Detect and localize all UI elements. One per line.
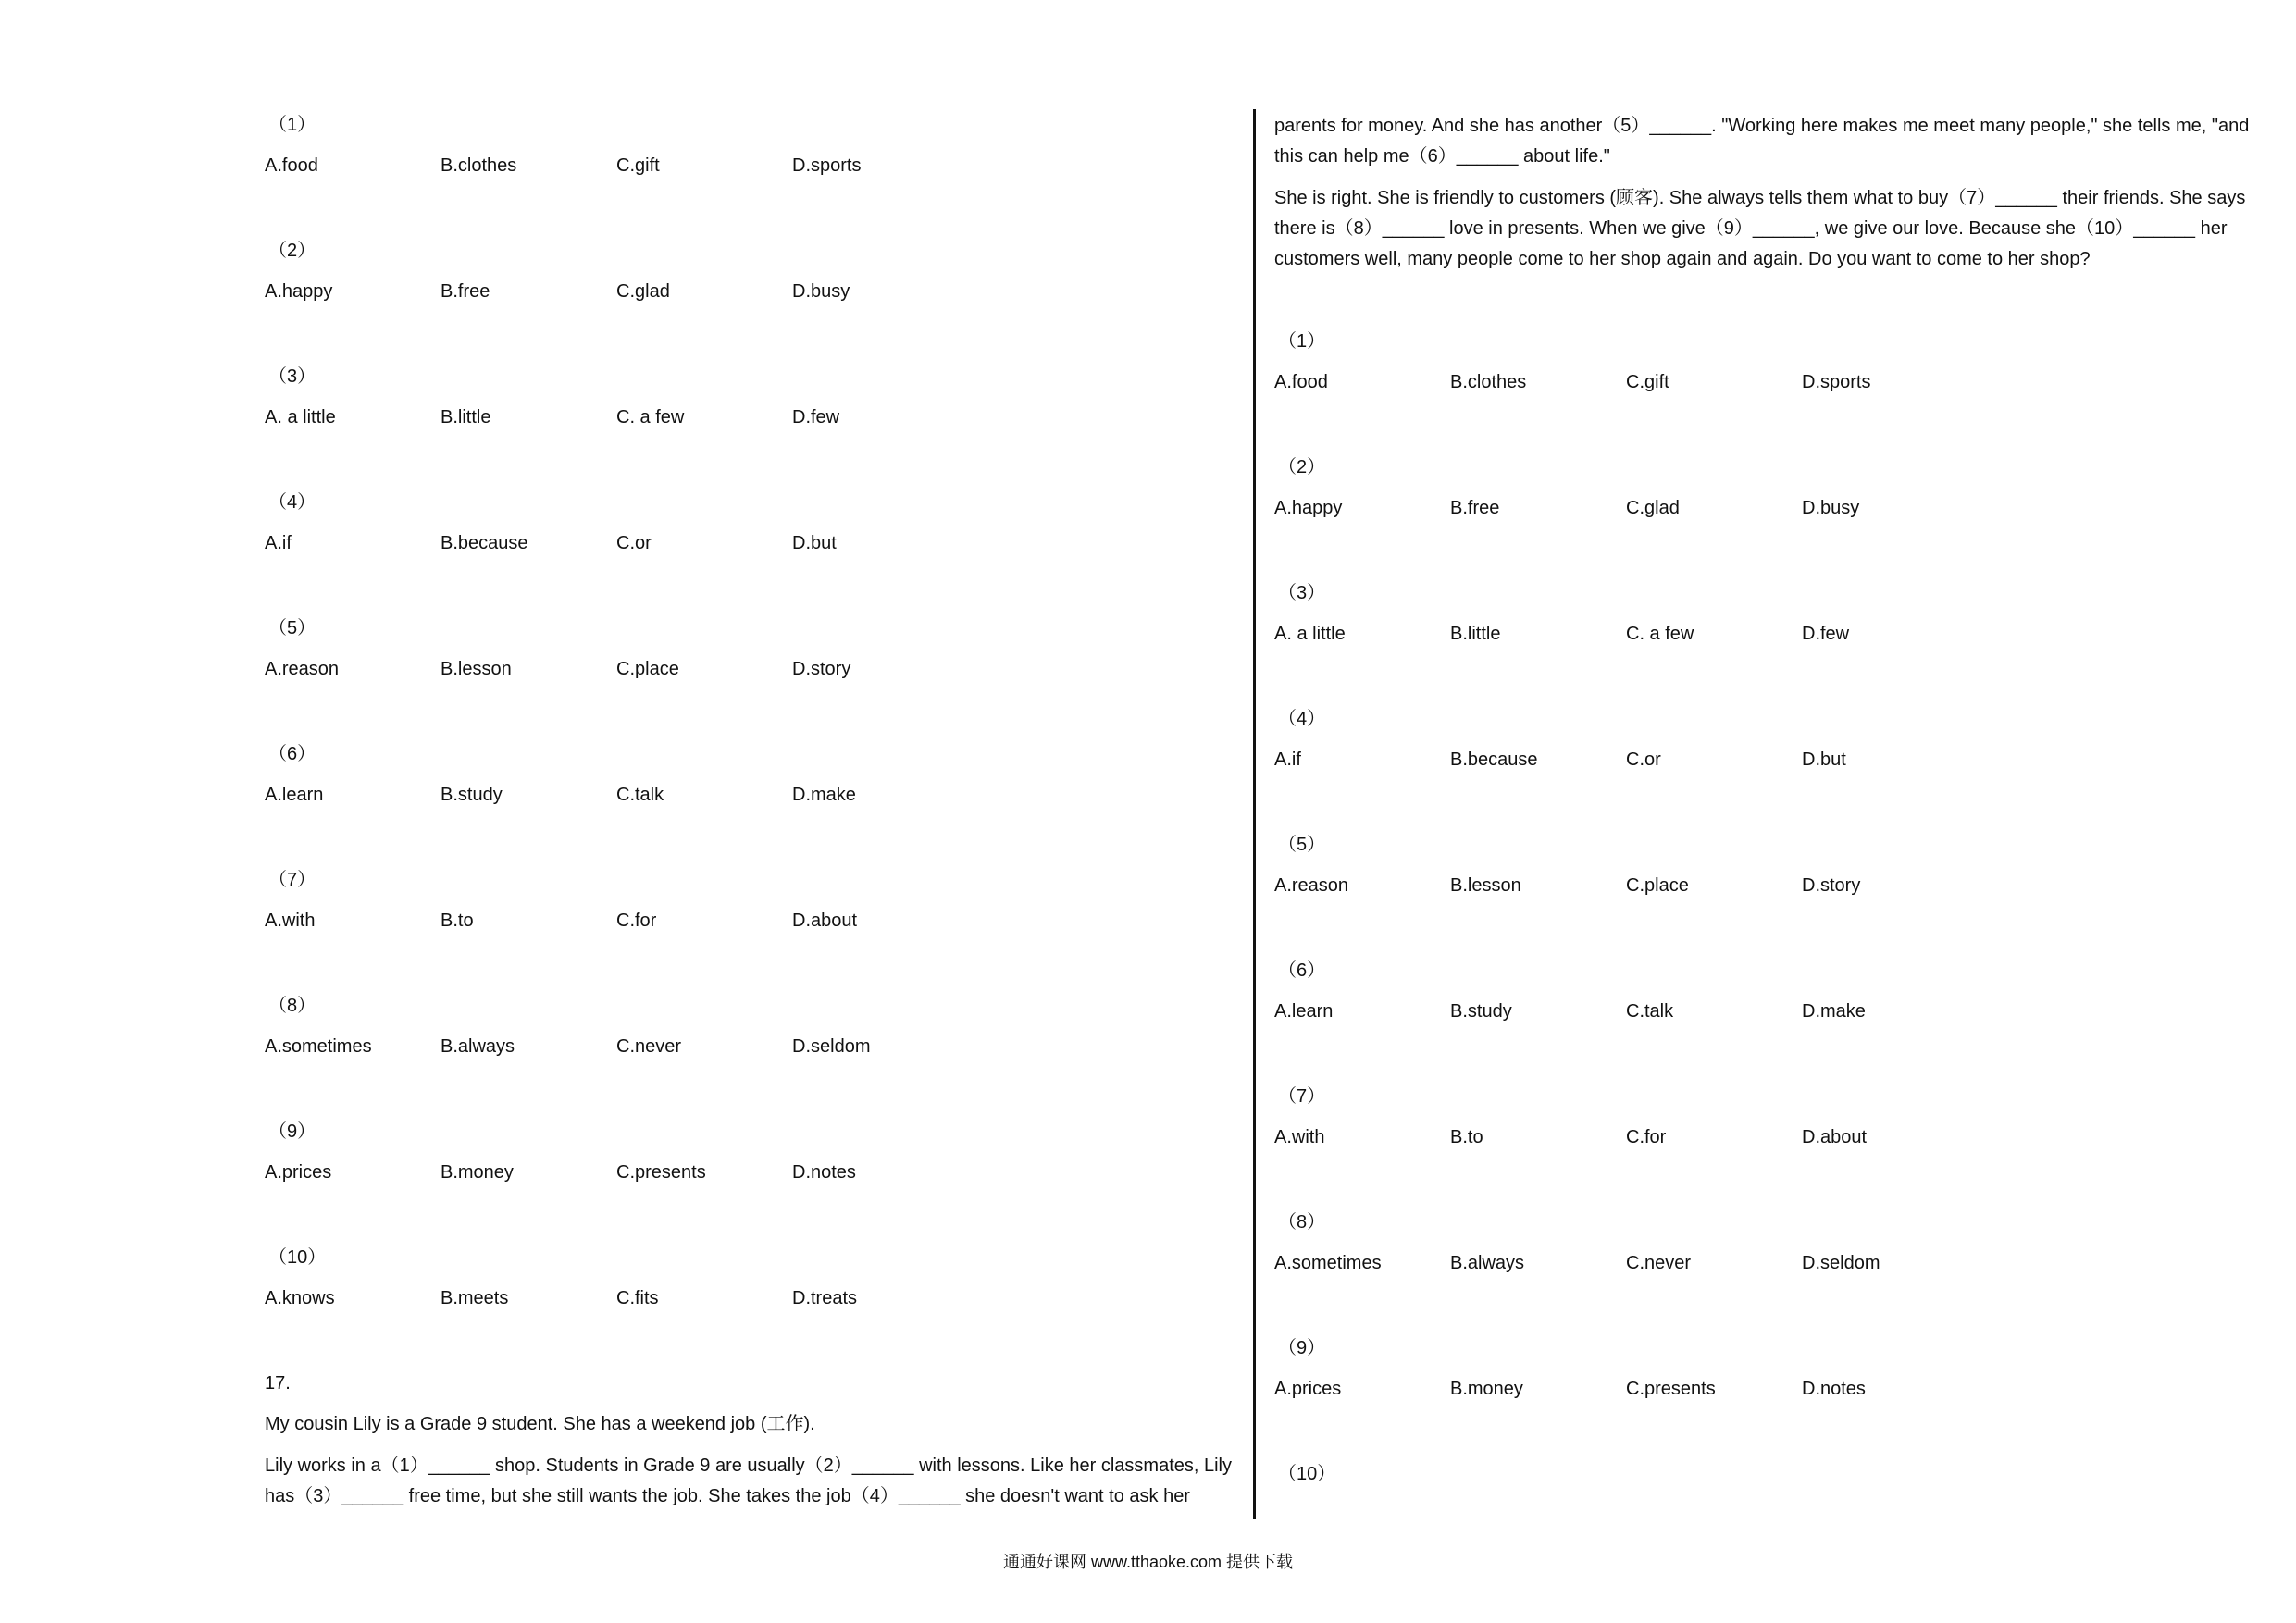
option-a: A.reason: [265, 659, 340, 679]
option-b: B.always: [1450, 1253, 1525, 1273]
question-number: （2）: [268, 241, 316, 261]
option-b: B.because: [1450, 750, 1538, 770]
passage-paragraph: She is right. She is friendly to customers (顾客). She always tells them what to buy（7）______ their friends. She says there is（8）______ love in presents. When we give（9）______, we give our love. Because she（10）______ her customers well, many people come to her shop again and again. Do you want to come to her shop?: [1274, 188, 2246, 269]
option-a: A.food: [265, 155, 318, 176]
question-block: [1274, 707, 2237, 781]
option-d: D.story: [1802, 875, 1861, 896]
question-number: （10）: [268, 1247, 327, 1268]
option-c: C.or: [616, 533, 652, 553]
option-d: D.but: [792, 533, 837, 553]
option-d: D.few: [1802, 624, 1850, 644]
question-17-label: 17.: [265, 1373, 291, 1394]
option-a: A.if: [1274, 750, 1301, 770]
option-d: D.notes: [1802, 1379, 1866, 1399]
option-d: D.sports: [1802, 372, 1871, 392]
question-number: （7）: [1278, 1086, 1326, 1107]
option-d: D.make: [1802, 1001, 1866, 1022]
option-c: C.for: [616, 911, 657, 931]
question-block: [1274, 959, 2237, 1033]
question-number: （9）: [1278, 1338, 1326, 1358]
option-b: B.to: [1450, 1127, 1483, 1147]
option-b: B.to: [441, 911, 474, 931]
option-a: A.prices: [265, 1162, 332, 1183]
option-b: B.because: [441, 533, 528, 553]
question-block: [265, 1120, 1227, 1194]
question-block: [265, 616, 1227, 690]
question-number: （9）: [268, 1121, 316, 1142]
question-block: [1274, 1336, 2237, 1410]
option-a: A. a little: [265, 407, 336, 427]
option-c: C.or: [1626, 750, 1661, 770]
option-a: A.happy: [265, 281, 333, 302]
question-number: （4）: [1278, 709, 1326, 729]
option-b: B.money: [1450, 1379, 1523, 1399]
option-d: D.busy: [792, 281, 850, 302]
option-c: C.presents: [1626, 1379, 1716, 1399]
option-d: D.but: [1802, 750, 1846, 770]
option-b: B.free: [441, 281, 490, 302]
option-c: C. a few: [616, 407, 685, 427]
option-d: D.treats: [792, 1288, 858, 1308]
option-c: C.gift: [1626, 372, 1669, 392]
option-b: B.little: [441, 407, 491, 427]
option-c: C.place: [616, 659, 679, 679]
option-b: B.little: [1450, 624, 1501, 644]
option-a: A.prices: [1274, 1379, 1342, 1399]
option-a: A.food: [1274, 372, 1328, 392]
option-c: C.glad: [1626, 498, 1680, 518]
option-b: B.free: [1450, 498, 1500, 518]
option-a: A.learn: [1274, 1001, 1334, 1022]
option-c: C. a few: [1626, 624, 1694, 644]
question-number: （6）: [268, 744, 316, 764]
option-c: C.glad: [616, 281, 670, 302]
question-block: [1274, 1462, 2237, 1499]
option-d: D.story: [792, 659, 851, 679]
option-a: A.knows: [265, 1288, 335, 1308]
question-block: [1274, 455, 2237, 529]
question-number: （5）: [268, 618, 316, 638]
option-c: C.presents: [616, 1162, 706, 1183]
option-a: A.with: [265, 911, 316, 931]
option-a: A.happy: [1274, 498, 1343, 518]
option-b: B.money: [441, 1162, 514, 1183]
question-block: [265, 239, 1227, 313]
option-d: D.seldom: [792, 1036, 871, 1057]
question-number: （1）: [1278, 331, 1326, 352]
question-block: [265, 113, 1227, 187]
option-c: C.talk: [616, 785, 664, 805]
option-d: D.make: [792, 785, 856, 805]
question-block: [1274, 581, 2237, 655]
option-d: D.few: [792, 407, 840, 427]
question-number: （8）: [1278, 1212, 1326, 1233]
option-b: B.meets: [441, 1288, 509, 1308]
option-b: B.always: [441, 1036, 515, 1057]
question-block: [1274, 329, 2237, 403]
option-c: C.place: [1626, 875, 1689, 896]
option-d: D.about: [1802, 1127, 1868, 1147]
question-number: （2）: [1278, 457, 1326, 477]
question-17-intro: My cousin Lily is a Grade 9 student. She has a weekend job (工作).: [265, 1414, 815, 1434]
option-a: A.sometimes: [1274, 1253, 1382, 1273]
question-block: [265, 994, 1227, 1068]
question-block: [265, 365, 1227, 439]
option-a: A.learn: [265, 785, 324, 805]
option-a: A.sometimes: [265, 1036, 372, 1057]
option-c: C.for: [1626, 1127, 1667, 1147]
option-c: C.never: [616, 1036, 682, 1057]
question-number: （1）: [268, 115, 316, 135]
question-block: [1274, 833, 2237, 907]
option-c: C.gift: [616, 155, 660, 176]
option-d: D.seldom: [1802, 1253, 1880, 1273]
option-b: B.clothes: [441, 155, 517, 176]
question-number: （4）: [268, 492, 316, 513]
question-block: [1274, 1084, 2237, 1158]
option-c: C.fits: [616, 1288, 659, 1308]
question-number: （3）: [1278, 583, 1326, 603]
option-b: B.study: [1450, 1001, 1512, 1022]
question-number: （5）: [1278, 835, 1326, 855]
option-a: A.if: [265, 533, 292, 553]
option-d: D.busy: [1802, 498, 1860, 518]
question-block: [265, 742, 1227, 816]
option-a: A.reason: [1274, 875, 1349, 896]
question-number: （3）: [268, 366, 316, 387]
question-block: [265, 868, 1227, 942]
option-a: A. a little: [1274, 624, 1346, 644]
option-d: D.sports: [792, 155, 862, 176]
option-c: C.talk: [1626, 1001, 1674, 1022]
column-divider: [1253, 109, 1256, 1519]
option-d: D.about: [792, 911, 858, 931]
option-d: D.notes: [792, 1162, 856, 1183]
question-block: [1274, 1210, 2237, 1284]
question-block: [265, 490, 1227, 564]
question-number: （6）: [1278, 960, 1326, 981]
option-b: B.lesson: [1450, 875, 1521, 896]
option-b: B.study: [441, 785, 503, 805]
page-footer: 通通好课网 www.tthaoke.com 提供下载: [1002, 1553, 1294, 1571]
option-a: A.with: [1274, 1127, 1325, 1147]
option-c: C.never: [1626, 1253, 1692, 1273]
question-number: （10）: [1278, 1464, 1336, 1484]
question-17-passage: Lily works in a（1）______ shop. Students in Grade 9 are usually（2）______ with lessons. Like her classmates, Lily has（3）______ free time, but she still wants the job. She takes the job（4）______ she doesn't want to ask her: [265, 1456, 1232, 1506]
question-number: （8）: [268, 996, 316, 1016]
question-number: （7）: [268, 870, 316, 890]
option-b: B.clothes: [1450, 372, 1527, 392]
passage-continuation: parents for money. And she has another（5）______. "Working here makes me meet many people," she tells me, "and this can help me（6）______ about life.": [1274, 116, 2250, 167]
option-b: B.lesson: [441, 659, 512, 679]
question-block: [265, 1245, 1227, 1319]
